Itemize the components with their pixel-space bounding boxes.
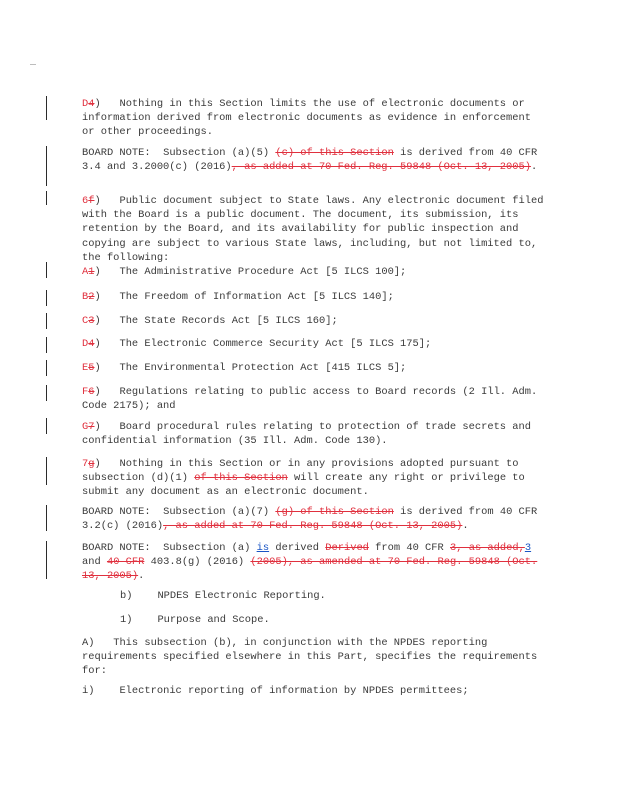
label-new: A	[82, 266, 89, 278]
deleted-text: (2005), as amended at 70 Fed. Reg. 59848 (Oct. 13, 2005)	[82, 556, 538, 583]
change-bar	[46, 360, 47, 376]
deleted-text: (c) of this Section	[275, 147, 394, 159]
change-bar	[46, 290, 47, 306]
label-old: 4	[88, 98, 95, 110]
change-bar	[46, 541, 47, 579]
change-bar	[46, 313, 47, 329]
note-head: BOARD NOTE:	[82, 147, 151, 159]
paragraph-d: D4) Nothing in this Section limits the use of electronic documents or information derived from electronic documents as evidence in enforcement or other proceedings.	[82, 98, 531, 139]
section-label: b)	[120, 590, 133, 602]
label-old: 3	[88, 315, 95, 327]
paragraph-label: A)	[82, 637, 95, 649]
label-old: 6	[88, 386, 95, 398]
note-text: Subsection (a)	[163, 542, 251, 554]
label-new: C	[82, 315, 89, 327]
label-new: 6	[82, 195, 89, 207]
change-bar	[46, 262, 47, 278]
label-new: F	[82, 386, 89, 398]
page-corner-mark	[30, 64, 36, 65]
change-bar	[46, 191, 47, 205]
change-bar	[46, 457, 47, 485]
section-title: NPDES Electronic Reporting.	[157, 590, 326, 602]
list-item: E5) The Environmental Protection Act [415 ILCS 5];	[82, 362, 407, 374]
label-new: B	[82, 291, 89, 303]
section-title: Purpose and Scope.	[157, 614, 270, 626]
paragraph-6: 6f) Public document subject to State laws. Any electronic document filed with the Board is a public document. The document, its submission, its retention by the Board, and its availability for public inspection and copying are subject to various State laws, including, but not limited to, the following:	[82, 195, 544, 264]
item-text: Regulations relating to public access to Board records (2 Ill. Adm. Code 2175); and	[82, 386, 538, 413]
deleted-text: 3, as added,	[450, 542, 525, 554]
inserted-text: 3	[524, 542, 532, 554]
deleted-text: , as added at 70 Fed. Reg. 59848 (Oct. 13, 2005)	[231, 161, 531, 174]
item-text: Board procedural rules relating to protection of trade secrets and confidential information (35 Ill. Adm. Code 130).	[82, 421, 531, 448]
label-old: 4	[88, 338, 95, 350]
section-b-heading	[120, 589, 540, 603]
deleted-text: , as added at 70 Fed. Reg. 59848 (Oct. 13, 2005)	[163, 520, 463, 533]
item-text: The Freedom of Information Act [5 ILCS 140];	[119, 291, 394, 303]
paragraph-text: Electronic reporting of information by NPDES permittees;	[119, 685, 469, 697]
item-text: The Administrative Procedure Act [5 ILCS 100];	[119, 266, 407, 278]
list-item: F6) Regulations relating to public access to Board records (2 Ill. Adm. Code 2175); and	[82, 386, 538, 413]
note-text: is derived from 40 CFR 3.4 and 3.2000(c) (2016)	[82, 147, 538, 174]
item-text: The Electronic Commerce Security Act [5 ILCS 175];	[119, 338, 432, 350]
deleted-text: (g) of this Section	[275, 506, 394, 518]
list-item: C3) The State Records Act [5 ILCS 160];	[82, 315, 338, 327]
label-new: E	[82, 362, 89, 374]
item-text: The State Records Act [5 ILCS 160];	[119, 315, 338, 327]
label-new: G	[82, 421, 89, 433]
change-bar	[46, 96, 47, 120]
paragraph-7: 7g) Nothing in this Section or in any provisions adopted pursuant to subsection (d)(1) of this Section will create any right or privilege to submit any document as an electronic document.	[82, 458, 525, 499]
label-old: 5	[88, 362, 95, 374]
paragraph-i	[82, 684, 544, 698]
paragraph-label: i)	[82, 685, 95, 697]
deleted-text: of this Section	[194, 472, 288, 485]
label-new: D	[82, 98, 89, 110]
inserted-text: is	[256, 542, 270, 554]
paragraph-text: will create any right or privilege to submit any document as an electronic document.	[82, 472, 525, 499]
board-note-3	[82, 541, 544, 584]
list-item: B2) The Freedom of Information Act [5 ILCS 140];	[82, 291, 394, 303]
label-new: D	[82, 338, 89, 350]
paragraph-text: Nothing in this Section or in any provisions adopted pursuant to subsection (d)(1)	[82, 458, 519, 485]
note-text: derived	[275, 542, 320, 554]
note-end: .	[530, 161, 538, 174]
note-text: Subsection (a)(7)	[163, 506, 270, 518]
paragraph-text: Public document subject to State laws. Any electronic document filed with the Board is a public document. The document, its submission, its retention by the Board, and its availability for public inspection and copying are subject to various State laws, including, but not limited to, the following:	[82, 195, 544, 264]
list-item: D4) The Electronic Commerce Security Act [5 ILCS 175];	[82, 338, 432, 350]
label-old: 7	[88, 421, 95, 433]
change-bar	[46, 337, 47, 353]
paragraph-text: Nothing in this Section limits the use of electronic documents or information derived from electronic documents as evidence in enforcement or other proceedings.	[82, 98, 531, 139]
section-1-heading	[120, 613, 540, 627]
change-bar	[46, 385, 47, 401]
label-old: g	[88, 458, 95, 470]
note-text: from 40 CFR	[375, 542, 444, 554]
note-head: BOARD NOTE:	[82, 542, 151, 554]
change-bar	[46, 146, 47, 186]
label-new: 7	[82, 458, 89, 470]
note-text: and	[82, 556, 101, 569]
paragraph-a	[82, 636, 544, 679]
note-head: BOARD NOTE:	[82, 506, 151, 518]
label-old: 1	[88, 266, 95, 278]
change-bar	[46, 418, 47, 434]
board-note-2	[82, 505, 544, 533]
label-old: 2	[88, 291, 95, 303]
deleted-text: Derived	[325, 542, 369, 554]
item-text: The Environmental Protection Act [415 ILCS 5];	[119, 362, 407, 374]
note-end: .	[462, 520, 469, 533]
change-bar	[46, 505, 47, 531]
deleted-text: 40 CFR	[106, 556, 145, 569]
note-end: .	[138, 570, 145, 583]
section-label: 1)	[120, 614, 133, 626]
list-item: A1) The Administrative Procedure Act [5 ILCS 100];	[82, 266, 407, 278]
board-note-1	[82, 146, 544, 174]
label-old: f	[88, 195, 95, 207]
paragraph-text: This subsection (b), in conjunction with the NPDES reporting requirements specified elsewhere in this Part, specifies the requirements for:	[82, 637, 538, 678]
list-item: G7) Board procedural rules relating to protection of trade secrets and confidential information (35 Ill. Adm. Code 130).	[82, 421, 531, 448]
note-text: Subsection (a)(5)	[163, 147, 270, 159]
note-text: is derived from 40 CFR 3.2(c) (2016)	[82, 506, 538, 533]
note-text: 403.8(g) (2016)	[150, 556, 245, 569]
